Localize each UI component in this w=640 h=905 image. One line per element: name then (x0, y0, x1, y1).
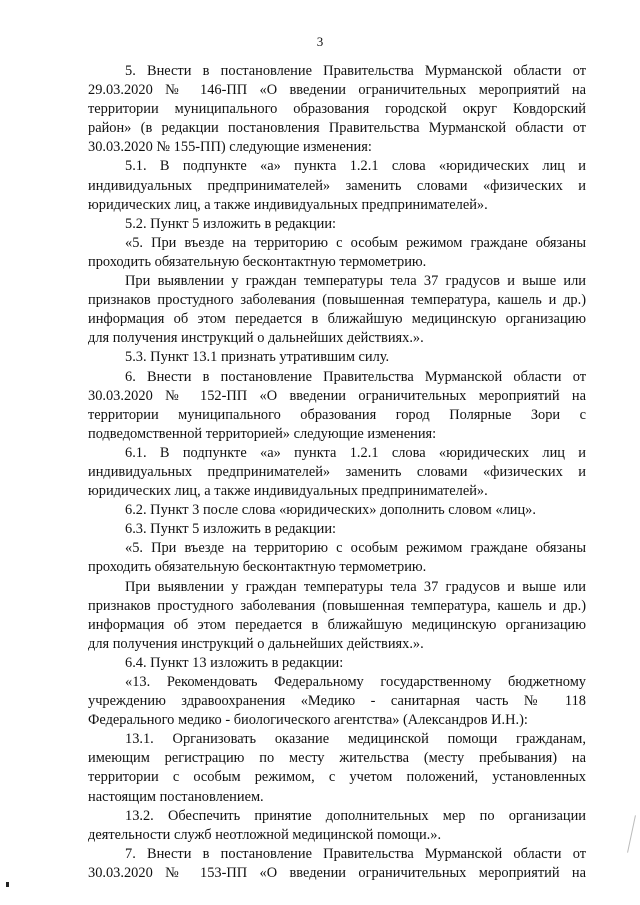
text-line: деятельности служб неотложной медицинской помощи.». (88, 826, 442, 843)
text-line: «13. Рекомендовать Федеральному государственному бюджетному (125, 674, 586, 690)
page-number: 3 (316, 34, 324, 49)
text-line: 29.03.2020 № 146-ПП «О введении ограничительных мероприятий на (88, 82, 586, 99)
text-line: 6. Внести в постановление Правительства Мурманской области от (125, 368, 586, 385)
scan-artifact-line (627, 815, 636, 852)
text-line: «5. При въезде на территорию с особым режимом граждане обязаны (125, 234, 586, 251)
text-line: 6.3. Пункт 5 изложить в редакции: (125, 521, 337, 538)
text-line: учреждению здравоохранения «Медико - санитарная часть № 118 (88, 693, 586, 710)
text-line: район» (в редакции постановления Правительства Мурманской области от (88, 120, 586, 137)
text-line: Федерального медико - биологического агентства» (Александров И.Н.): (88, 712, 528, 729)
text-line: территории с особым режимом, с учетом положений, установленных (88, 769, 586, 786)
text-line: индивидуальных предпринимателей» заменить словами «физических и (88, 463, 586, 480)
text-line: 5.3. Пункт 13.1 признать утратившим силу. (125, 349, 390, 366)
text-line: 5.2. Пункт 5 изложить в редакции: (125, 215, 337, 232)
text-line: 5. Внести в постановление Правительства Мурманской области от (125, 63, 586, 79)
text-line: При выявлении у граждан температуры тела 37 градусов и выше или (125, 578, 586, 595)
text-line: проходить обязательную бесконтактную термометрию. (88, 559, 427, 576)
text-line: 13.2. Обеспечить принятие дополнительных мер по организации (125, 807, 586, 824)
text-line: территории муниципального образования городской округ Ковдорский (88, 101, 586, 118)
text-line: имеющим регистрацию по месту жительства (месту пребывания) на (88, 750, 586, 767)
text-line: 13.1. Организовать оказание медицинской помощи гражданам, (125, 731, 586, 748)
text-line: 6.1. В подпункте «а» пункта 1.2.1 слова «юридических лиц и (125, 444, 586, 461)
text-line: для получения инструкций о дальнейших действиях.». (88, 330, 424, 347)
text-line: При выявлении у граждан температуры тела 37 градусов и выше или (125, 273, 586, 290)
text-line: признаков простудного заболевания (повышенная температура, кашель и др.) (88, 597, 586, 614)
scan-margin-mark (6, 882, 9, 887)
text-line: 30.03.2020 № 152-ПП «О введении ограничительных мероприятий на (88, 387, 586, 404)
text-line: юридических лиц, а также индивидуальных предпринимателей». (88, 196, 488, 213)
text-line: 6.2. Пункт 3 после слова «юридических» дополнить словом «лиц». (125, 502, 536, 519)
text-line: для получения инструкций о дальнейших действиях.». (88, 635, 424, 652)
text-line: индивидуальных предпринимателей» заменить словами «физических и (88, 177, 586, 194)
text-line: юридических лиц, а также индивидуальных предпринимателей». (88, 483, 488, 500)
text-line: информация об этом передается в ближайшую медицинскую организацию (88, 311, 586, 328)
text-line: 5.1. В подпункте «а» пункта 1.2.1 слова «юридических лиц и (125, 158, 586, 175)
text-line: информация об этом передается в ближайшую медицинскую организацию (88, 616, 586, 633)
text-line: 30.03.2020 № 153-ПП «О введении ограничительных мероприятий на (88, 864, 586, 881)
text-line: «5. При въезде на территорию с особым режимом граждане обязаны (125, 540, 586, 557)
text-line: 6.4. Пункт 13 изложить в редакции: (125, 654, 344, 671)
text-line: 30.03.2020 № 155-ПП) следующие изменения: (88, 139, 372, 156)
text-line: признаков простудного заболевания (повышенная температура, кашель и др.) (88, 292, 586, 309)
text-line: проходить обязательную бесконтактную термометрию. (88, 253, 427, 270)
text-line: 7. Внести в постановление Правительства Мурманской области от (125, 845, 586, 862)
text-line: подведомственной территорией» следующие изменения: (88, 425, 437, 442)
text-line: настоящим постановлением. (88, 788, 264, 805)
document-body (88, 62, 586, 883)
text-line: территории муниципального образования город Полярные Зори с (88, 406, 586, 423)
